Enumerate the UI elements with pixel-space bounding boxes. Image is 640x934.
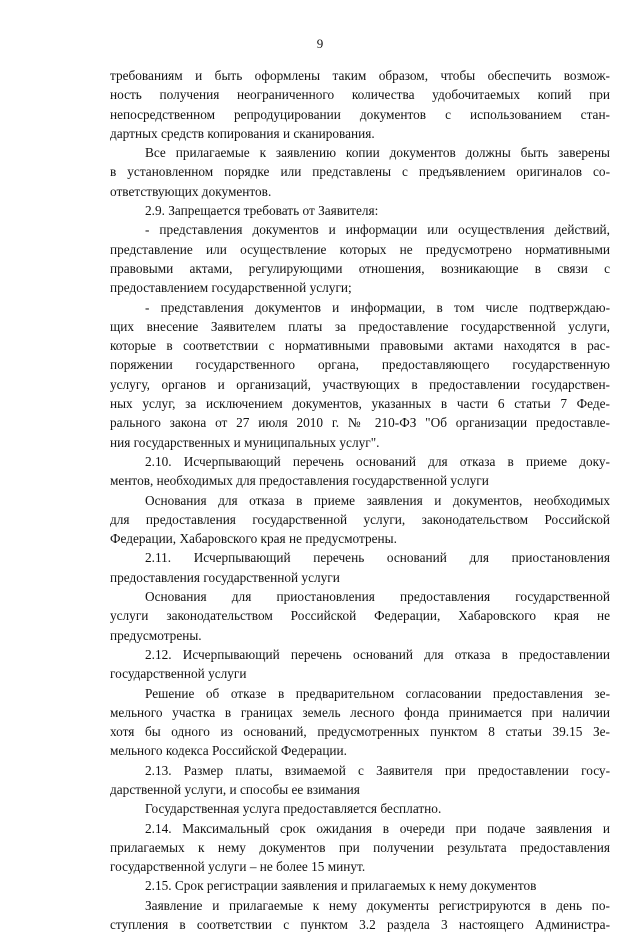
text-line: дарственной услуги, и способы ее взимания <box>110 781 360 797</box>
text-line: в установленном порядке или представлены с предъявлением оригиналов со- <box>110 164 610 180</box>
text-line: предоставлением государственной услуги; <box>110 280 352 296</box>
text-line: поряжении государственного органа, предоставляющего государственную <box>110 357 610 373</box>
text-line: мельного кодекса Российской Федерации. <box>110 743 347 759</box>
text-line: - представления документов и информации или осуществления действий, <box>145 222 610 238</box>
text-line: услуги законодательством Российской Федерации, Хабаровского края не <box>110 608 610 624</box>
text-line: представление или осуществление которых не предусмотрено нормативными <box>110 241 610 257</box>
text-line: ность получения неограниченного количества удобочитаемых копий при <box>110 87 610 103</box>
text-line: 2.15. Срок регистрации заявления и прилагаемых к нему документов <box>145 878 537 894</box>
text-line: ментов, необходимых для предоставления государственной услуги <box>110 473 489 489</box>
text-line: 2.9. Запрещается требовать от Заявителя: <box>145 203 379 219</box>
text-line: Федерации, Хабаровского края не предусмотрены. <box>110 531 397 547</box>
text-line: Решение об отказе в предварительном согласовании предоставления зе- <box>145 685 610 701</box>
text-line: 2.12. Исчерпывающий перечень оснований для отказа в предоставлении <box>145 646 610 662</box>
text-line: ния государственных и муниципальных услуг". <box>110 434 380 450</box>
text-line: 2.13. Размер платы, взимаемой с Заявителя при предоставлении госу- <box>145 762 610 778</box>
text-line: требованиям и быть оформлены таким образом, чтобы обеспечить возмож- <box>110 68 610 83</box>
text-line: государственной услуги – не более 15 минут. <box>110 859 366 875</box>
text-line: Все прилагаемые к заявлению копии документов должны быть заверены <box>145 145 610 161</box>
text-line: для предоставления государственной услуги, законодательством Российской <box>110 511 610 527</box>
text-line: 2.11. Исчерпывающий перечень оснований для приостановления <box>145 550 610 566</box>
text-line: мельного участка в границах земель лесного фонда принимается при наличии <box>110 704 610 720</box>
text-line: непосредственном репродуцировании документов с использованием стан- <box>110 106 610 122</box>
text-line: рального закона от 27 июля 2010 г. № 210-ФЗ "Об организации предоставле- <box>110 415 610 431</box>
text-line: ных услуг, за исключением документов, указанных в части 6 статьи 7 Феде- <box>110 396 610 412</box>
text-line: ответствующих документов. <box>110 183 272 199</box>
text-line: 2.14. Максимальный срок ожидания в очереди при подаче заявления и <box>145 820 610 836</box>
text-line: прилагаемых к нему документов при получении результата предоставления <box>110 839 610 855</box>
text-line: предусмотрены. <box>110 627 202 643</box>
text-line: Заявление и прилагаемые к нему документы регистрируются в день по- <box>145 897 610 913</box>
text-line: Основания для отказа в приеме заявления и документов, необходимых <box>145 492 610 508</box>
page-number: 9 <box>316 36 324 51</box>
text-line: которые в соответствии с нормативными правовыми актами находятся в рас- <box>110 338 610 354</box>
text-line: хотя бы одного из оснований, предусмотренных пунктом 8 статьи 39.15 Зе- <box>110 724 610 740</box>
text-line: Государственная услуга предоставляется бесплатно. <box>145 801 442 817</box>
text-line: правовыми актами, регулирующими отношения, возникающие в связи с <box>110 260 610 276</box>
text-line: ступления в соответствии с пунктом 3.2 раздела 3 настоящего Администра- <box>110 917 610 933</box>
document-body <box>110 66 610 934</box>
text-line: государственной услуги <box>110 666 247 682</box>
text-line: дартных средств копирования и сканирования. <box>110 125 375 141</box>
text-line: щих внесение Заявителем платы за предоставление государственной услуги, <box>110 318 610 334</box>
text-line: 2.10. Исчерпывающий перечень оснований для отказа в приеме доку- <box>145 453 610 469</box>
text-line: Основания для приостановления предоставления государственной <box>145 589 610 605</box>
text-line: услугу, органов и организаций, участвующих в предоставлении государствен- <box>110 376 610 392</box>
text-line: - представления документов и информации, в том числе подтверждаю- <box>145 299 610 315</box>
text-line: предоставления государственной услуги <box>110 569 340 585</box>
